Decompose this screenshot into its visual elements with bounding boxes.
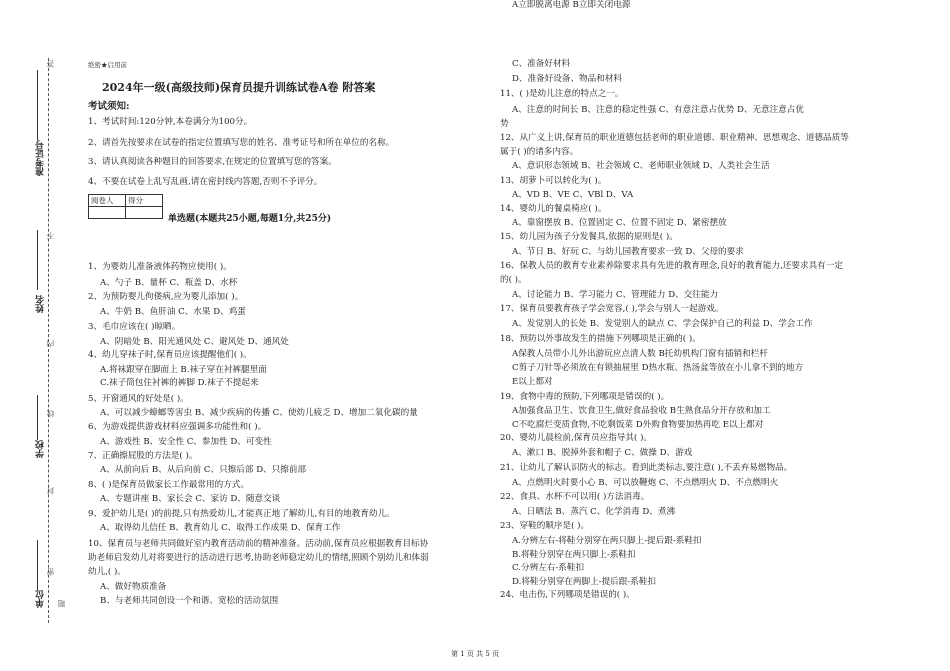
option-text: A、节日 B、好玩 C、与幼儿园教育要求一致 D、父母的要求 (512, 247, 744, 257)
option-text: A、注意的时间长 B、注意的稳定性强 C、有意注意占优势 D、无意注意占优 (512, 105, 804, 115)
exam-number-label: 准考证号 (36, 140, 46, 176)
option-text: B、与老师共同创设一个和谐、宽松的活动氛围 (100, 596, 279, 606)
unit-label: 单位 (36, 590, 46, 608)
notice-item: 3、请认真阅读各种题目的回答要求,在规定的位置填写您的答案。 (88, 157, 337, 167)
option-text: A保教人员带小儿外出游玩应点清人数 B托幼机构门窗有插销和栏杆 (512, 349, 768, 359)
option-text: A、靠窗摆放 B、位置固定 C、位置不固定 D、紧密摆放 (512, 218, 727, 228)
option-text: 势 (500, 119, 509, 129)
question-text: 13、胡萝卜可以转化为( )。 (500, 176, 607, 186)
question-text: 6、为游戏提供游戏材料应强调多功能性和( )。 (88, 422, 267, 432)
option-text: A、点燃明火时要小心 B、可以放鞭炮 C、不点燃明火 D、不点燃明火 (512, 478, 779, 488)
name-label: 姓名 (36, 295, 46, 313)
option-text: A、游戏性 B、安全性 C、参加性 D、可变性 (100, 437, 272, 447)
question-text: 1、为婴幼儿准备液体药物应使用( )。 (88, 262, 232, 272)
option-text: 的( )。 (500, 275, 527, 285)
option-text: 属于( )的诸多内容。 (500, 147, 579, 157)
option-text: A、阴暗处 B、阳光通风处 C、避风处 D、通风处 (100, 337, 289, 347)
binding-mark: 封 (46, 487, 55, 495)
option-text: A加强食品卫生、饮食卫生,做好食品验收 B生熟食品分开存放和加工 (512, 406, 771, 416)
grader-cell: 阅卷人 (89, 195, 126, 207)
score-blank (126, 207, 163, 219)
secret-label: 绝密★启用前 (88, 61, 127, 69)
binding-mark: 线 (46, 410, 55, 418)
binding-mark: 题 (57, 600, 66, 608)
option-text: B.将鞋分别穿在两只脚上-系鞋扣 (512, 550, 636, 560)
option-text: C剪子刀针等必须放在有锁抽屉里 D热水瓶、热汤盆等放在小儿拿不到的地方 (512, 363, 804, 373)
question-text: 20、婴幼儿晨检前,保育员应指导其( )。 (500, 433, 653, 443)
option-text: A、牛奶 B、鱼肝油 C、水果 D、鸡蛋 (100, 307, 246, 317)
binding-mark: 密 (46, 568, 55, 576)
fill-line (37, 395, 38, 440)
notice-heading: 考试须知: (88, 101, 130, 112)
binding-mark: 内 (46, 340, 55, 348)
fill-line (37, 230, 38, 290)
question-text: 24、电击伤,下列哪项是错误的( )。 (500, 590, 635, 600)
question-text: 8、( )是保育员做家长工作最常用的方式。 (88, 480, 249, 490)
option-text: A、日晒法 B、蒸汽 C、化学消毒 D、煮沸 (512, 507, 676, 517)
option-text: A.分辨左右-将鞋分别穿在两只脚上-提后跟-系鞋扣 (512, 536, 702, 546)
question-text: 21、让幼儿了解认识防火的标志。看到此类标志,要注意( ),不丢弃易燃物品。 (500, 463, 793, 473)
page-title: 2024年一级(高级技师)保育员提升训练试卷A卷 附答案 (102, 81, 376, 94)
question-text: 2、为预防婴儿佝偻病,应为婴儿添加( )。 (88, 292, 244, 302)
option-text: 助老师启发幼儿对将要进行的活动进行思考,协助老师稳定幼儿的情绪,照顾个别幼儿和体弱 (88, 553, 429, 563)
question-text: 17、保育员要教育孩子学会宽容,( ),学会与别人一起游戏。 (500, 304, 724, 314)
notice-item: 4、不要在试卷上乱写乱画,请在密封线内答题,否则不予评分。 (88, 177, 323, 187)
question-text: 5、开窗通风的好处是( )。 (88, 394, 189, 404)
question-text: 12、从广义上讲,保育员的职业道德包括老师的职业道德、职业精神、思想观念、道德品质等 (500, 133, 849, 143)
question-text: 16、保教人员的教育专业素养除要求具有先进的教育理念,良好的教育能力,还要求具有一定 (500, 261, 843, 271)
notice-item: 1、考试时间:120分钟,本卷满分为100分。 (88, 117, 253, 127)
option-text: 幼儿,( )。 (88, 567, 126, 577)
question-text: 10、保育员与老师共同做好室内教育活动前的精神准备。活动前,保育员应根据教育目标协 (88, 539, 429, 549)
option-text: A、专题讲座 B、家长会 C、家访 D、随意交谈 (100, 494, 281, 504)
question-text: 14、婴幼儿的餐桌椅应( )。 (500, 204, 607, 214)
option-text: A、讨论能力 B、学习能力 C、管理能力 D、交往能力 (512, 290, 719, 300)
notice-item: 2、请首先按要求在试卷的指定位置填写您的姓名、准考证号和所在单位的名称。 (88, 138, 395, 148)
binding-mark: 不 (46, 232, 55, 240)
option-text: D、准备好设备、物品和材料 (512, 74, 623, 84)
option-text: A.将袜跟穿在脚面上 B.袜子穿在衬裤腿里面 (100, 365, 267, 375)
question-text: 4、幼儿穿袜子时,保育员应该提醒他们( )。 (88, 350, 252, 360)
question-text: 18、预防以外事故发生的措施下列哪项是正确的( )。 (500, 334, 701, 344)
option-text: C、准备好材料 (512, 59, 571, 69)
option-text: A立即脱离电源 B立即关闭电源 (512, 0, 631, 10)
question-text: 22、食具、水杯不可以用( )方法消毒。 (500, 492, 650, 502)
question-text: 11、( )是幼儿注意的特点之一。 (500, 89, 624, 99)
binding-mark: 答 (46, 60, 55, 68)
fill-line (37, 540, 38, 590)
question-text: 23、穿鞋的顺序是( )。 (500, 521, 590, 531)
question-text: 7、正确擦屁股的方法是( )。 (88, 451, 198, 461)
option-text: A、意识形态领域 B、社会领域 C、老师职业领域 D、人类社会生活 (512, 161, 770, 171)
page-footer: 第 1 页 共 5 页 (450, 650, 500, 658)
option-text: C.分辨左右-系鞋扣 (512, 563, 585, 573)
score-cell: 得分 (126, 195, 163, 207)
question-text: 15、幼儿园为孩子分发餐具,依据的原则是( )。 (500, 232, 678, 242)
option-text: E以上都对 (512, 377, 553, 387)
option-text: A、VD B、VE C、VBl D、VA (512, 190, 634, 200)
school-label: 学校 (36, 440, 46, 458)
section-title: 单选题(本题共25小题,每题1分,共25分) (168, 214, 332, 224)
question-text: 9、爱护幼儿是( )的前提,只有热爱幼儿,才能真正地了解幼儿,有目的地教育幼儿。 (88, 509, 395, 519)
option-text: A、取得幼儿信任 B、教育幼儿 C、取得工作成果 D、保育工作 (100, 523, 341, 533)
option-text: D.将鞋分别穿在两脚上-提后跟-系鞋扣 (512, 577, 657, 587)
score-table (88, 194, 163, 219)
question-text: 3、毛巾应该在( )晾晒。 (88, 322, 181, 332)
option-text: A、做好物质准备 (100, 582, 167, 592)
fill-line (37, 70, 38, 140)
grader-blank (89, 207, 126, 219)
option-text: C.袜子筒包住衬裤的裤脚 D.袜子不提起来 (100, 378, 259, 388)
option-text: A、漱口 B、脱掉外套和帽子 C、做操 D、游戏 (512, 448, 693, 458)
option-text: A、可以减少蟑螂等害虫 B、减少疾病的传播 C、使幼儿疲乏 D、增加二氧化碳的量 (100, 408, 418, 418)
option-text: A、从前向后 B、从后向前 C、只擦后部 D、只擦前部 (100, 465, 307, 475)
option-text: A、勺子 B、量杯 C、瓶盖 D、水杯 (100, 278, 238, 288)
option-text: C不吃腐烂变质食物,不吃剩饭菜 D外购食物要加热再吃 E以上都对 (512, 420, 764, 430)
question-text: 19、食物中毒的预防,下列哪项是错误的( )。 (500, 392, 670, 402)
option-text: A、发觉别人的长处 B、发觉别人的缺点 C、学会保护自己的利益 D、学会工作 (512, 319, 813, 329)
